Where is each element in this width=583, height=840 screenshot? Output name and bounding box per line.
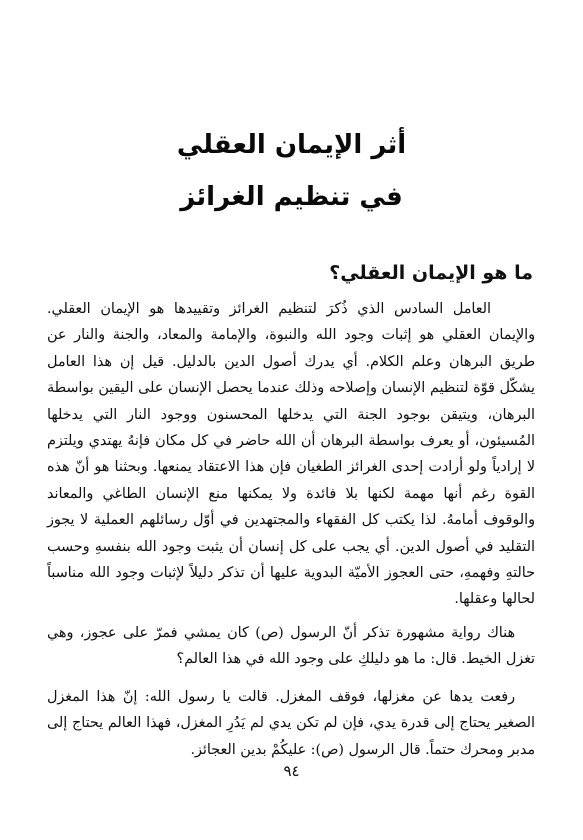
section-heading: ما هو الإيمان العقلي؟ [329, 262, 533, 284]
page-number: ٩٤ [283, 762, 300, 780]
chapter-title-line-2: في تنظيم الغرائز [180, 182, 403, 212]
body-paragraph: رفعت يدها عن مغزلها، فوقف المغزل. قالت يا رسول الله: إنّ هذا المغزل الصغير يحتاج إلى قدرة يدي، فإن لم تكن يدي لم يَدُرِ المغزل، فهذا العالم يحتاج إلى مدبر ومحرك حتماً. قال الرسول (ص): عليكُمْ بدين العجائز. [47, 689, 535, 758]
body-paragraph: العامل السادس الذي ذُكرَ لتنظيم الغرائز وتقييدها هو الإيمان العقلي. والإيمان العقلي هو إثبات وجود الله والنبوة، والإمامة والمعاد، والجنة والنار عن طريق البرهان وعلم الكلام. أي يدرك أصول الدين بالدليل. قيل إن هذا العامل يشكّل قوّة لتنظيم الإنسان وإصلاحه وذلك عندما يحصل الإنسان على اليقين بواسطة البرهان، ويتيقن بوجود الجنة التي يدخلها المحسنون ووجود النار التي يدخلها المُسيئون، أو يعرف بواسطة البرهان أن الله حاضر في كل مكان فإنهُ يهتدي ويلتزم لا إرادياً ولو أرادت إحدى الغرائز الطغيان فإن هذا الاعتقاد يمنعها. وبحثنا هو أنّ هذه القوة رغم أنها مهمة لكنها بلا فائدة ولا يمكنها منع الإنسان الطاغي والمعاند والوقوف أمامهُ. لذا يكتب كل الفقهاء والمجتهدين في أوّل رسائلهم العملية لا يجوز التقليد في أصول الدين. أي يجب على كل إنسان أن يثبت وجود الله بنفسهِ وحسب حالتهِ وفهمهِ، حتى العجوز الأميّة البدوية عليها أن تذكر دليلاً لإثبات وجود الله مناسباً لحالها وعقلها. [47, 301, 535, 608]
body-paragraph: هناك رواية مشهورة تذكر أنّ الرسول (ص) كان يمشي فمرّ على عجوز، وهي تغزل الخيط. قال: ما هو دليلكِ على وجود الله في هذا العالم؟ [47, 625, 535, 668]
chapter-title-line-1: أثر الإيمان العقلي [176, 130, 407, 160]
